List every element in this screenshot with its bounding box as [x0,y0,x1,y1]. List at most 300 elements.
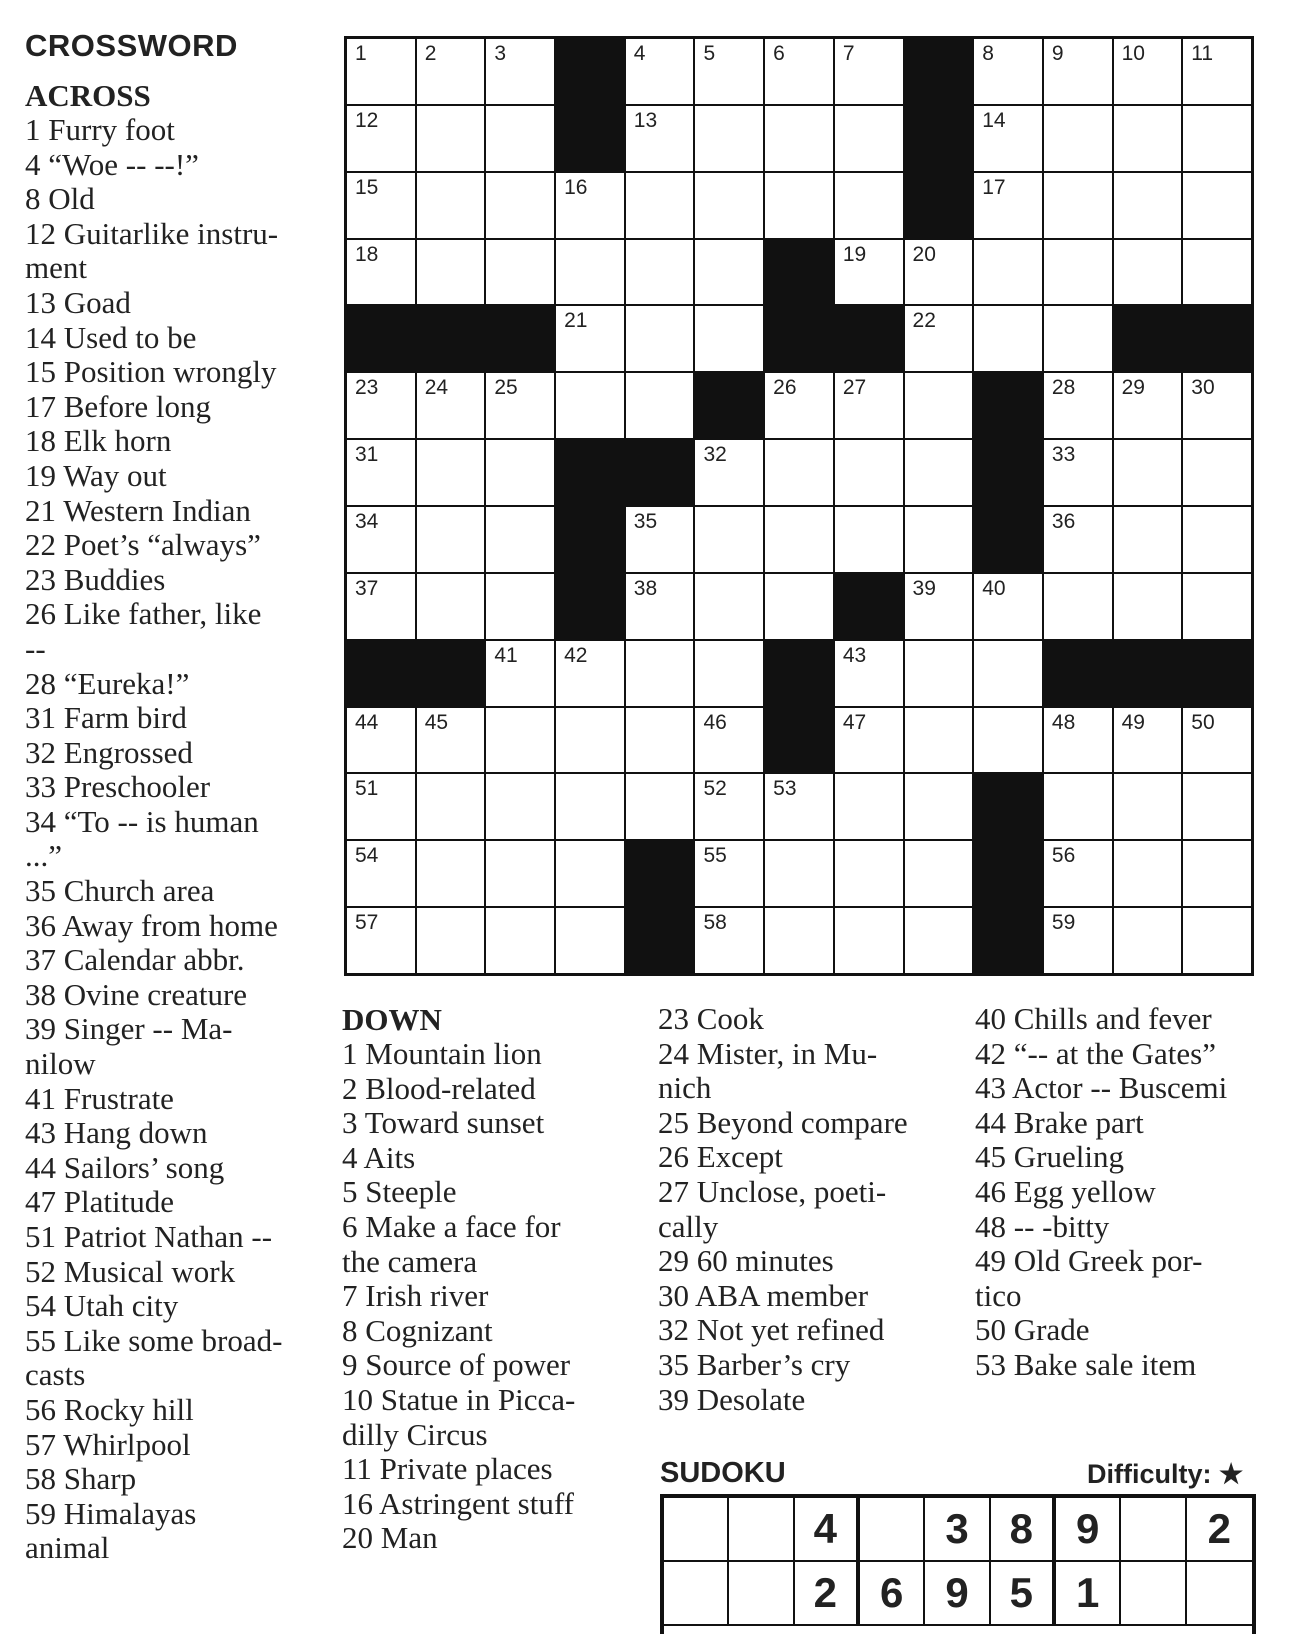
clue: 45 Grueling [975,1139,1124,1175]
cell-number: 11 [1191,42,1214,65]
cell-number: 9 [1051,42,1064,65]
grid-cell[interactable] [1044,106,1112,171]
grid-cell[interactable] [347,774,415,839]
grid-cell[interactable] [486,708,554,773]
cell-number: 49 [1121,710,1145,734]
grid-cell[interactable] [835,240,903,305]
grid-cell[interactable] [1114,507,1182,572]
grid-cell[interactable] [347,240,415,305]
black-square [1114,306,1182,371]
grid-cell[interactable] [486,908,554,973]
black-square [974,507,1042,572]
grid-cell[interactable] [486,373,554,438]
grid-cell[interactable] [905,774,973,839]
grid-cell[interactable] [765,507,833,572]
grid-cell[interactable] [1114,39,1182,104]
grid-cell[interactable] [1114,574,1182,639]
grid-cell[interactable] [695,708,763,773]
clue: 14 Used to be [25,319,197,355]
black-square [626,908,694,973]
grid-cell[interactable] [1183,106,1251,171]
clue: 24 Mister, in Mu- nich [658,1035,878,1106]
grid-cell[interactable] [695,173,763,238]
grid-cell[interactable] [486,240,554,305]
black-square [556,507,624,572]
grid-cell[interactable] [695,908,763,973]
cell-number: 48 [1051,710,1076,734]
grid-cell[interactable] [974,574,1042,639]
grid-cell[interactable] [835,106,903,171]
clue: 1 Furry foot [25,112,175,147]
cell-number: 26 [773,376,797,400]
grid-cell[interactable] [765,373,833,438]
grid-cell[interactable] [905,841,973,906]
clue: 34 “To -- is human ...” [25,803,259,874]
grid-cell[interactable] [417,373,485,438]
across-clue-list [25,113,310,1566]
black-square [347,306,415,371]
cell-number: 44 [355,710,379,734]
grid-cell[interactable] [347,841,415,906]
clue: 59 Himalayas animal [25,1495,197,1566]
grid-cell[interactable] [626,574,694,639]
grid-cell[interactable] [695,507,763,572]
cell-number: 18 [355,242,379,266]
sudoku-cell[interactable] [1121,1498,1186,1562]
black-square [556,106,624,171]
grid-cell[interactable] [974,306,1042,371]
grid-cell[interactable] [347,708,415,773]
cell-number: 4 [633,42,646,65]
clue: 41 Frustrate [25,1080,174,1116]
grid-cell[interactable] [1183,39,1251,104]
cell-number: 59 [1051,911,1076,935]
grid-cell[interactable] [486,507,554,572]
grid-cell[interactable] [1183,173,1251,238]
grid-cell[interactable] [695,306,763,371]
clue: 44 Brake part [975,1104,1144,1140]
grid-cell[interactable] [556,641,624,706]
clue: 51 Patriot Nathan -- [25,1219,273,1254]
grid-cell[interactable] [835,641,903,706]
grid-cell[interactable] [1114,173,1182,238]
clue: 37 Calendar abbr. [25,942,245,978]
cell-number: 55 [703,844,727,868]
cell-number: 14 [982,108,1006,132]
grid-cell[interactable] [1044,173,1112,238]
clue: 7 Irish river [342,1278,489,1314]
cell-number: 19 [842,242,867,266]
grid-cell[interactable] [1044,39,1112,104]
grid-cell[interactable] [835,173,903,238]
grid-cell[interactable] [974,173,1042,238]
cell-number: 57 [355,911,379,935]
grid-cell[interactable] [486,440,554,505]
clue: 39 Desolate [658,1381,806,1417]
grid-cell[interactable] [905,373,973,438]
grid-cell[interactable] [1183,574,1251,639]
grid-cell[interactable] [1114,440,1182,505]
sudoku-title: SUDOKU [660,1457,786,1489]
down-clue-list-2 [658,1002,958,1417]
grid-cell[interactable] [556,908,624,973]
clue: 56 Rocky hill [25,1391,194,1427]
clue: 29 60 minutes [658,1243,834,1279]
clue: 8 Cognizant [342,1312,493,1348]
grid-cell[interactable] [835,507,903,572]
black-square [556,39,624,104]
clue: 28 “Eureka!” [25,665,190,701]
grid-cell[interactable] [626,641,694,706]
grid-cell[interactable] [974,39,1042,104]
sudoku-difficulty: Difficulty: ★ [1087,1459,1244,1489]
black-square [765,240,833,305]
grid-cell[interactable] [695,106,763,171]
grid-cell[interactable] [835,39,903,104]
crossword-grid [344,36,1254,976]
across-heading: ACROSS [25,78,151,113]
cell-number: 25 [494,376,518,400]
grid-cell[interactable] [1114,774,1182,839]
clue: 19 Way out [25,457,167,493]
grid-cell[interactable] [486,841,554,906]
grid-cell[interactable] [974,106,1042,171]
grid-cell[interactable] [626,507,694,572]
clue: 17 Before long [25,388,211,424]
cell-number: 51 [355,777,379,801]
cell-number: 22 [912,309,936,333]
grid-cell[interactable] [765,39,833,104]
cell-number: 20 [912,242,936,266]
cell-number: 15 [355,175,379,199]
grid-cell[interactable] [347,106,415,171]
grid-cell[interactable] [1044,507,1112,572]
black-square [974,440,1042,505]
grid-cell[interactable] [347,440,415,505]
grid-cell[interactable] [1114,841,1182,906]
clue: 6 Make a face for the camera [342,1208,561,1279]
cell-number: 27 [842,376,867,400]
black-square [556,574,624,639]
black-square [486,306,554,371]
grid-cell[interactable] [417,774,485,839]
black-square [1183,306,1251,371]
cell-number: 13 [633,108,658,132]
grid-cell[interactable] [486,641,554,706]
grid-cell[interactable] [905,440,973,505]
sudoku-cell[interactable] [664,1562,729,1626]
grid-cell[interactable] [1183,440,1251,505]
grid-cell[interactable] [417,173,485,238]
black-square [417,306,485,371]
grid-cell[interactable] [417,440,485,505]
grid-cell[interactable] [347,574,415,639]
clue: 23 Buddies [25,561,166,597]
cell-number: 37 [355,576,379,600]
grid-cell[interactable] [1114,908,1182,973]
black-square [626,440,694,505]
grid-cell[interactable] [417,574,485,639]
grid-cell[interactable] [1114,240,1182,305]
grid-cell[interactable] [905,641,973,706]
clue: 46 Egg yellow [975,1173,1156,1209]
sudoku-cell: 8 [991,1498,1056,1562]
clue: 26 Like father, like -- [25,596,262,666]
clue: 18 Elk horn [25,423,172,459]
grid-cell[interactable] [1044,908,1112,973]
grid-cell[interactable] [765,908,833,973]
grid-cell[interactable] [1183,841,1251,906]
grid-cell[interactable] [626,240,694,305]
sudoku-cell: 4 [795,1498,860,1562]
grid-cell[interactable] [417,240,485,305]
black-square [765,708,833,773]
grid-cell[interactable] [974,641,1042,706]
cell-number: 16 [564,175,588,199]
sudoku-cell[interactable] [729,1562,794,1626]
sudoku-cell[interactable] [1121,1562,1186,1626]
grid-cell[interactable] [905,507,973,572]
clue: 30 ABA member [658,1277,869,1313]
grid-cell[interactable] [905,908,973,973]
grid-cell[interactable] [1183,708,1251,773]
grid-cell[interactable] [1044,841,1112,906]
cell-number: 36 [1051,509,1076,533]
cell-number: 54 [355,844,379,868]
cell-number: 17 [982,175,1006,199]
cell-number: 2 [424,42,437,65]
grid-cell[interactable] [556,841,624,906]
grid-cell[interactable] [347,908,415,973]
clue: 1 Mountain lion [342,1036,542,1071]
grid-cell[interactable] [486,173,554,238]
grid-cell[interactable] [905,240,973,305]
grid-cell[interactable] [1114,708,1182,773]
cell-number: 5 [703,42,716,65]
sudoku-cell[interactable] [860,1498,925,1562]
clue: 8 Old [25,181,95,217]
cell-number: 31 [355,443,379,467]
clue: 43 Hang down [25,1115,208,1151]
grid-cell[interactable] [835,841,903,906]
clue: 5 Steeple [342,1174,457,1210]
grid-cell[interactable] [695,240,763,305]
sudoku-cell: 2 [795,1562,860,1626]
clue: 35 Barber’s cry [658,1346,851,1382]
sudoku-cell[interactable] [729,1498,794,1562]
grid-cell[interactable] [347,173,415,238]
grid-cell[interactable] [1044,240,1112,305]
grid-cell[interactable] [626,306,694,371]
cell-number: 43 [842,643,867,667]
grid-cell[interactable] [556,306,624,371]
grid-cell[interactable] [556,373,624,438]
grid-cell[interactable] [347,507,415,572]
cell-number: 3 [494,42,507,65]
black-square [974,373,1042,438]
grid-cell[interactable] [765,440,833,505]
down-clue-list-1 [342,1037,632,1556]
sudoku-cell: 5 [991,1562,1056,1626]
grid-cell[interactable] [1183,908,1251,973]
grid-cell[interactable] [1114,106,1182,171]
black-square [347,641,415,706]
grid-cell[interactable] [626,39,694,104]
grid-cell[interactable] [835,908,903,973]
black-square [835,574,903,639]
black-square [1114,641,1182,706]
clue: 10 Statue in Picca- dilly Circus [342,1381,576,1452]
clue: 52 Musical work [25,1253,236,1289]
clue: 23 Cook [658,1001,764,1036]
grid-cell[interactable] [1183,240,1251,305]
grid-cell[interactable] [417,106,485,171]
cell-number: 40 [982,576,1006,600]
clue: 50 Grade [975,1312,1090,1348]
grid-cell[interactable] [417,708,485,773]
grid-cell[interactable] [626,373,694,438]
grid-cell[interactable] [417,39,485,104]
grid-cell[interactable] [1044,373,1112,438]
clue: 32 Engrossed [25,734,193,770]
black-square [905,106,973,171]
sudoku-cell: 1 [1056,1562,1121,1626]
grid-cell[interactable] [556,240,624,305]
cell-number: 39 [912,576,936,600]
grid-cell[interactable] [417,841,485,906]
grid-cell[interactable] [765,574,833,639]
black-square [695,373,763,438]
cell-number: 50 [1191,710,1215,734]
grid-cell[interactable] [486,39,554,104]
clue: 33 Preschooler [25,769,211,805]
sudoku-cell[interactable] [1187,1562,1252,1626]
grid-cell[interactable] [695,574,763,639]
sudoku-grid [660,1494,1256,1634]
grid-cell[interactable] [1044,440,1112,505]
grid-cell[interactable] [765,173,833,238]
clue: 2 Blood-related [342,1070,536,1106]
grid-cell[interactable] [905,306,973,371]
grid-cell[interactable] [1044,774,1112,839]
grid-cell[interactable] [556,173,624,238]
clue: 55 Like some broad- casts [25,1322,283,1393]
clue: 54 Utah city [25,1288,179,1324]
clue: 39 Singer -- Ma- nilow [25,1011,233,1082]
cell-number: 33 [1051,443,1076,467]
cell-number: 29 [1121,376,1145,400]
grid-cell[interactable] [905,708,973,773]
clue: 40 Chills and fever [975,1001,1212,1036]
grid-cell[interactable] [835,373,903,438]
grid-cell[interactable] [835,708,903,773]
clue: 11 Private places [342,1451,553,1487]
grid-cell[interactable] [974,240,1042,305]
grid-cell[interactable] [556,774,624,839]
grid-cell[interactable] [417,507,485,572]
grid-cell[interactable] [765,774,833,839]
down-clues-col-1 [342,1003,632,1556]
grid-cell[interactable] [556,708,624,773]
cell-number: 53 [773,777,797,801]
sudoku-cell: 2 [1187,1498,1252,1562]
grid-cell[interactable] [347,39,415,104]
clue: 15 Position wrongly [25,354,277,390]
grid-cell[interactable] [1044,574,1112,639]
grid-cell[interactable] [695,841,763,906]
sudoku-cell[interactable] [664,1498,729,1562]
black-square [974,841,1042,906]
grid-cell[interactable] [695,641,763,706]
grid-cell[interactable] [695,440,763,505]
cell-number: 34 [355,509,379,533]
clue: 12 Guitarlike instru- ment [25,215,279,286]
grid-cell[interactable] [626,173,694,238]
cell-number: 28 [1051,376,1076,400]
grid-cell[interactable] [1183,373,1251,438]
clue: 42 “-- at the Gates” [975,1035,1216,1071]
down-heading: DOWN [342,1002,442,1037]
clue: 9 Source of power [342,1347,571,1383]
grid-cell[interactable] [1183,507,1251,572]
grid-cell[interactable] [486,774,554,839]
black-square [765,306,833,371]
grid-cell[interactable] [905,574,973,639]
clue: 31 Farm bird [25,700,187,736]
cell-number: 21 [564,309,588,333]
grid-cell[interactable] [626,774,694,839]
cell-number: 52 [703,777,727,801]
grid-cell[interactable] [1044,306,1112,371]
black-square [417,641,485,706]
page-title: CROSSWORD [25,28,238,63]
black-square [556,440,624,505]
grid-cell[interactable] [417,908,485,973]
grid-cell[interactable] [974,708,1042,773]
grid-cell[interactable] [626,708,694,773]
cell-number: 45 [424,710,449,734]
black-square [974,908,1042,973]
clue: 20 Man [342,1520,438,1556]
black-square [905,39,973,104]
grid-cell[interactable] [1044,708,1112,773]
clue: 3 Toward sunset [342,1105,545,1141]
grid-cell[interactable] [765,106,833,171]
cell-number: 6 [773,42,785,65]
grid-cell[interactable] [486,574,554,639]
grid-cell[interactable] [695,39,763,104]
clue: 47 Platitude [25,1184,174,1220]
grid-cell[interactable] [695,774,763,839]
grid-cell[interactable] [835,440,903,505]
grid-cell[interactable] [626,106,694,171]
cell-number: 56 [1051,844,1076,868]
clue: 32 Not yet refined [658,1312,885,1348]
cell-number: 8 [982,42,994,65]
black-square [974,774,1042,839]
clue: 53 Bake sale item [975,1346,1197,1382]
black-square [1044,641,1112,706]
clue: 13 Goad [25,284,131,320]
grid-cell[interactable] [835,774,903,839]
grid-cell[interactable] [1114,373,1182,438]
grid-cell[interactable] [1183,774,1251,839]
grid-cell[interactable] [765,841,833,906]
grid-cell[interactable] [486,106,554,171]
grid-cell[interactable] [347,373,415,438]
down-clues-col-2 [658,1002,958,1417]
black-square [626,841,694,906]
